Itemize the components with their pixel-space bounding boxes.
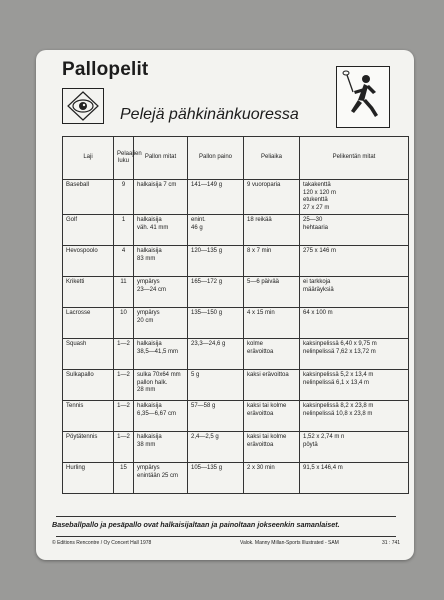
sports-table [62,136,408,559]
sports-card [36,50,414,560]
table-cell: kaksinpelissä 5,2 x 13,4 m nelinpelissä 6,1 x 13,4 m [300,370,409,401]
eye-logo-icon [62,88,104,124]
table-cell: 23,3—24,6 g [188,339,244,370]
table-cell: Hurling [63,463,114,494]
table-cell: kaksi tai kolme erävoittoa [244,432,300,463]
table-row [63,246,409,277]
table-cell: 15 [114,463,134,494]
header-field-size: Pelikentän mitat [300,137,409,180]
table-row [63,370,409,401]
table-cell: 165—172 g [188,277,244,308]
table-cell: kaksi tai kolme erävoittoa [244,401,300,432]
header-ball-size: Pallon mitat [134,137,188,180]
table-cell: halkaisija 38,5—41,5 mm [134,339,188,370]
table-cell: 4 [114,246,134,277]
table-cell: enint. 46 g [188,215,244,246]
table-cell: 1 [114,215,134,246]
header-laji: Laji [63,137,114,180]
photo-credit: Valok. Manny Millan-Sports Illustrated - SAM [240,540,339,546]
table-cell: 91,5 x 146,4 m [300,463,409,494]
table-cell: 11 [114,277,134,308]
lacrosse-player-icon [336,66,390,128]
table-row [63,339,409,370]
table-row [63,308,409,339]
card-subtitle: Pelejä pähkinänkuoressa [120,106,299,123]
table-cell: 5—6 päivää [244,277,300,308]
table-cell: 25—30 hehtaaria [300,215,409,246]
table-cell: 10 [114,308,134,339]
table-cell: kolme erävoittoa [244,339,300,370]
table-cell: 141—149 g [188,180,244,215]
table-cell: 275 x 146 m [300,246,409,277]
table-cell: 57—58 g [188,401,244,432]
table-cell: Golf [63,215,114,246]
table-cell: Sulkapallo [63,370,114,401]
table-cell: 120—135 g [188,246,244,277]
table-cell: 135—150 g [188,308,244,339]
table-cell: Tennis [63,401,114,432]
table-cell: Pöytätennis [63,432,114,463]
table-cell: 1—2 [114,370,134,401]
table-cell: halkaisija 83 mm [134,246,188,277]
card-title: Pallopelit [62,59,149,80]
table-row [63,277,409,308]
table-cell: 1,52 x 2,74 m n pöytä [300,432,409,463]
table-cell: kaksinpelissä 6,40 x 9,75 m nelinpelissä 7,62 x 13,72 m [300,339,409,370]
table-header-row [63,137,409,180]
publisher-credit: © Editions Rencontre / Oy Concert Hall 1978 [52,540,152,546]
table-cell: halkaisija väh. 41 mm [134,215,188,246]
table-cell: kaksi erävoittoa [244,370,300,401]
table-cell: halkaisija 38 mm [134,432,188,463]
table-cell: halkaisija 7 cm [134,180,188,215]
table-cell: Lacrosse [63,308,114,339]
table-cell: 9 vuoroparia [244,180,300,215]
table-cell: 4 x 15 min [244,308,300,339]
table-cell: 9 [114,180,134,215]
table-cell: 64 x 100 m [300,308,409,339]
table-cell: Kriketti [63,277,114,308]
table-cell: ympärys 23—24 cm [134,277,188,308]
table-cell: 1—2 [114,401,134,432]
table-cell: Baseball [63,180,114,215]
table-cell: Hevospoolo [63,246,114,277]
table-cell: halkaisija 6,35—6,67 cm [134,401,188,432]
table-cell: Squash [63,339,114,370]
table-cell: ympärys 20 cm [134,308,188,339]
table-cell: 8 x 7 min [244,246,300,277]
table-cell: sulka 70x64 mm pallon halk. 28 mm [134,370,188,401]
table-cell: 2 x 30 min [244,463,300,494]
table-cell: takakenttä 120 x 120 m etukenttä 27 x 27 m [300,180,409,215]
table-cell: ympärys enintään 25 cm [134,463,188,494]
header-ball-weight: Pallon paino [188,137,244,180]
table-cell: 5 g [188,370,244,401]
table-cell: ei tarkkoja määräyksiä [300,277,409,308]
table-row [63,180,409,215]
table-cell: 2,4—2,5 g [188,432,244,463]
table-row [63,401,409,432]
divider [56,536,396,537]
table-row [63,432,409,463]
header-duration: Peliaika [244,137,300,180]
card-code: 31 : 741 [382,540,401,546]
table-row [63,463,409,494]
table-row [63,215,409,246]
table-cell: 18 reikää [244,215,300,246]
table-cell: 105—135 g [188,463,244,494]
note-text: Baseballpallo ja pesäpallo ovat halkaisijaltaan ja painoltaan jokseenkin samanlaiset. [52,520,340,529]
header-players: Pelaajien luku [114,137,134,180]
divider [56,516,396,517]
table-cell: kaksinpelissä 8,2 x 23,8 m nelinpelissä 10,8 x 23,8 m [300,401,409,432]
table-cell: 1—2 [114,432,134,463]
table-cell: 1—2 [114,339,134,370]
